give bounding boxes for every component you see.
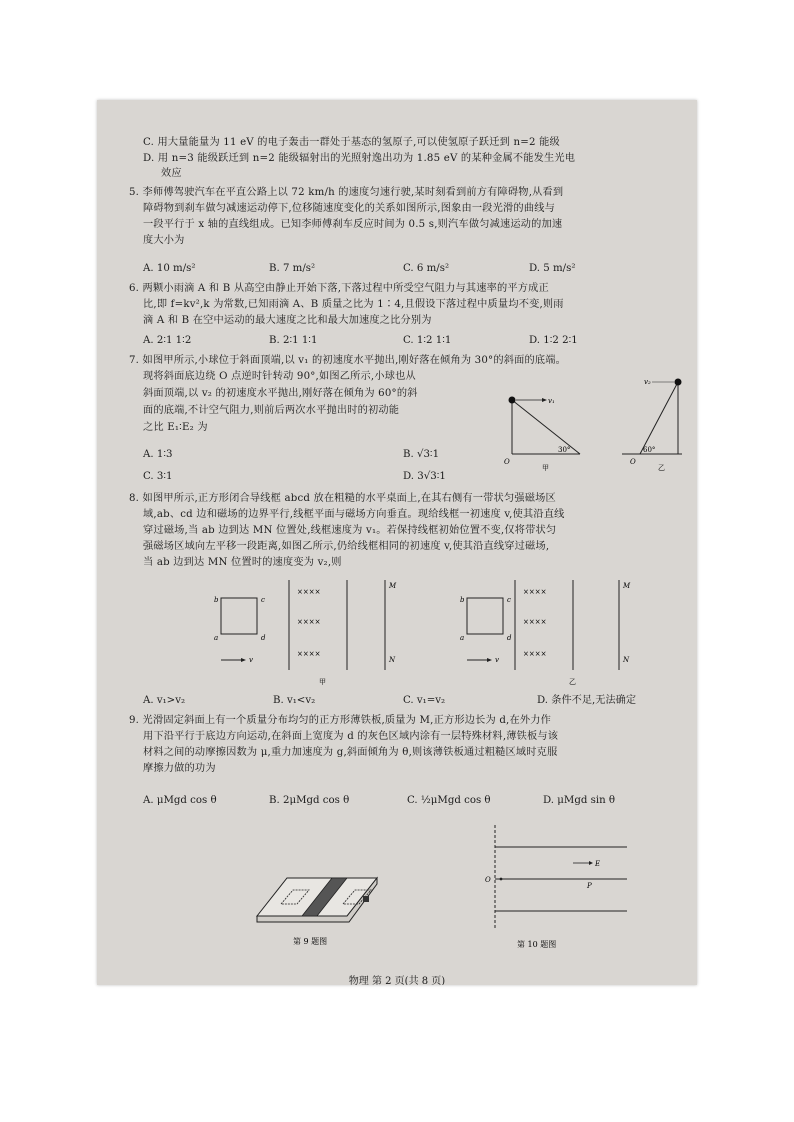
- exam-page: [97, 100, 697, 985]
- q6-option-a: A. 2∶1 1∶2: [143, 335, 192, 346]
- q7-v2-label: v₂: [644, 378, 651, 386]
- q7-caption-yi: 乙: [658, 464, 665, 472]
- q5-option-c: C. 6 m/s²: [403, 263, 450, 274]
- q7-text-5: 之比 E₁∶E₂ 为: [143, 422, 208, 433]
- q5-text-1: 5. 李师傅驾驶汽车在平直公路上以 72 km/h 的速度匀速行驶,某时刻看到前方有障碍物,从看到: [129, 187, 564, 198]
- q6-text-2: 比,即 f=kv²,k 为常数,已知雨滴 A、B 质量之比为 1∶4,且假设下落过程中质量均不变,则雨: [143, 299, 564, 310]
- q8-m-label-yi: M: [623, 582, 631, 590]
- q9-option-d: D. μMgd sin θ: [543, 795, 616, 806]
- page-footer: 物理 第 2 页(共 8 页): [348, 976, 446, 985]
- q8-field-row3-yi: ××××: [523, 650, 547, 658]
- q8-field-row3-jia: ××××: [297, 650, 321, 658]
- q8-figures: [197, 576, 657, 688]
- q7-figure-yi: [622, 378, 682, 472]
- q9-text-2: 用下沿平行于底边方向运动,在斜面上宽度为 d 的灰色区域内涂有一层特殊材料,薄铁板与该: [143, 731, 559, 742]
- q7-v1-label: v₁: [548, 397, 555, 405]
- q7-figure-jia: [504, 397, 580, 473]
- q6-text-3: 滴 A 和 B 在空中运动的最大速度之比和最大加速度之比分别为: [143, 315, 432, 326]
- fig10-e-label: E: [595, 860, 601, 868]
- q6-text-1: 6. 两颗小雨滴 A 和 B 从高空由静止开始下落,下落过程中所受空气阻力与其速率的平方成正: [129, 283, 549, 294]
- q9-text-3: 材料之间的动摩擦因数为 μ,重力加速度为 g,斜面倾角为 θ,则该薄铁板通过粗糙区域时克服: [143, 747, 558, 758]
- fig10-caption: 第 10 题图: [517, 940, 557, 949]
- q6-option-c: C. 1∶2 1∶1: [403, 335, 452, 346]
- q8-a-label-jia: a: [214, 634, 219, 642]
- q8-n-label-yi: N: [623, 656, 630, 664]
- q8-figure-yi: [460, 580, 631, 686]
- q7-figures: [502, 372, 692, 472]
- fig10-field: [477, 825, 637, 955]
- q7-o-label-yi: O: [630, 458, 636, 466]
- fig9-caption: 第 9 题图: [293, 937, 328, 946]
- q8-text-2: 域,ab、cd 边和磁场的边界平行,线框平面与磁场方向垂直。现给线框一初速度 v,使其沿直线: [143, 509, 565, 520]
- q7-option-b: B. √3∶1: [403, 449, 440, 460]
- q8-text-4: 强磁场区域向左平移一段距离,如图乙所示,仍给线框相同的初速度 v,使其沿直线穿过磁场,: [143, 541, 550, 552]
- q8-option-c: C. v₁=v₂: [403, 695, 446, 706]
- q9-option-c: C. ½μMgd cos θ: [407, 795, 491, 806]
- q4-option-d-line2: 效应: [161, 168, 182, 179]
- q8-field-row2-yi: ××××: [523, 618, 547, 626]
- q5-option-d: D. 5 m/s²: [529, 263, 576, 274]
- q5-option-a: A. 10 m/s²: [143, 263, 196, 274]
- q7-option-c: C. 3∶1: [143, 471, 173, 482]
- q8-a-label-yi: a: [460, 634, 465, 642]
- q8-c-label-jia: c: [261, 596, 265, 604]
- q8-b-label-jia: b: [214, 596, 219, 604]
- q5-text-3: 一段平行于 x 轴的直线组成。已知李师傅刹车反应时间为 0.5 s,则汽车做匀减速运动的加速: [143, 219, 563, 230]
- q5-option-b: B. 7 m/s²: [269, 263, 316, 274]
- q8-text-1: 8. 如图甲所示,正方形闭合导线框 abcd 放在粗糙的水平桌面上,在其右侧有一带状匀强磁场区: [129, 493, 556, 504]
- fig9-incline: [247, 860, 397, 950]
- q8-v-label-yi: v: [495, 656, 499, 664]
- q6-option-b: B. 2∶1 1∶1: [269, 335, 318, 346]
- q8-m-label-jia: M: [389, 582, 397, 590]
- q7-option-d: D. 3√3∶1: [403, 471, 446, 482]
- q5-text-2: 障碍物到刹车做匀减速运动停下,位移随速度变化的关系如图所示,图象由一段光滑的曲线与: [143, 203, 555, 214]
- q8-b-label-yi: b: [460, 596, 465, 604]
- q7-angle30-label: 30°: [558, 446, 571, 454]
- q8-d-label-jia: d: [261, 634, 266, 642]
- q8-text-5: 当 ab 边到达 MN 位置时的速度变为 v₂,则: [143, 557, 342, 568]
- q7-text-2: 现将斜面底边绕 O 点逆时针转动 90°,如图乙所示,小球也从: [143, 371, 416, 382]
- q7-option-a: A. 1∶3: [143, 449, 173, 460]
- q8-caption-jia: 甲: [319, 678, 326, 686]
- q7-text-3: 斜面顶端,以 v₂ 的初速度水平抛出,刚好落在倾角为 60°的斜: [143, 388, 418, 399]
- q8-option-d: D. 条件不足,无法确定: [537, 695, 637, 706]
- q8-v-label-jia: v: [249, 656, 253, 664]
- q5-text-4: 度大小为: [143, 235, 185, 246]
- q8-field-row1-yi: ××××: [523, 588, 547, 596]
- q8-n-label-jia: N: [389, 656, 396, 664]
- q7-angle60-label: 60°: [643, 446, 656, 454]
- fig10-p-label: P: [587, 882, 592, 890]
- q8-text-3: 穿过磁场,当 ab 边到达 MN 位置处,线框速度为 v₁。若保持线框初始位置不变,仅将带状匀: [143, 525, 557, 536]
- q8-field-row2-jia: ××××: [297, 618, 321, 626]
- q7-text-4: 面的底端,不计空气阻力,则前后两次水平抛出时的初动能: [143, 405, 400, 416]
- q8-figure-jia: [214, 580, 397, 686]
- q6-option-d: D. 1∶2 2∶1: [529, 335, 578, 346]
- q9-text-1: 9. 光滑固定斜面上有一个质量分布均匀的正方形薄铁板,质量为 M,正方形边长为 d,在外力作: [129, 715, 552, 726]
- q8-field-row1-jia: ××××: [297, 588, 321, 596]
- q7-caption-jia: 甲: [542, 464, 549, 472]
- q8-c-label-yi: c: [507, 596, 511, 604]
- fig10-o-label: O: [485, 876, 491, 884]
- q9-option-b: B. 2μMgd cos θ: [269, 795, 350, 806]
- q7-text-1: 7. 如图甲所示,小球位于斜面顶端,以 v₁ 的初速度水平抛出,刚好落在倾角为 30°的斜面的底端。: [129, 355, 567, 366]
- q4-option-c: C. 用大量能量为 11 eV 的电子轰击一群处于基态的氢原子,可以使氢原子跃迁到 n=2 能级: [143, 137, 560, 148]
- q8-option-a: A. v₁>v₂: [143, 695, 186, 706]
- q8-option-b: B. v₁<v₂: [273, 695, 316, 706]
- q7-o-label-jia: O: [504, 458, 510, 466]
- q4-option-d-line1: D. 用 n=3 能级跃迁到 n=2 能级辐射出的光照射逸出功为 1.85 eV 的某种金属不能发生光电: [143, 153, 576, 164]
- q9-text-4: 摩擦力做的功为: [143, 763, 216, 774]
- q8-d-label-yi: d: [507, 634, 512, 642]
- q9-option-a: A. μMgd cos θ: [143, 795, 217, 806]
- q8-caption-yi: 乙: [569, 678, 576, 686]
